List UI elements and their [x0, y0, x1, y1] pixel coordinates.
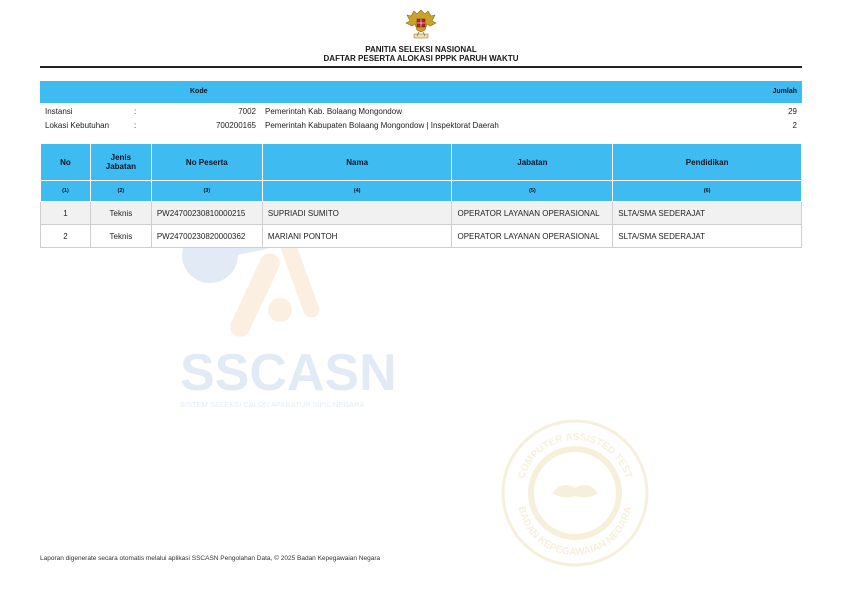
summary-sep: : — [134, 107, 137, 116]
col-number: (3) — [151, 181, 262, 202]
summary-header-band — [40, 81, 802, 103]
summary-name-instansi: Pemerintah Kab. Bolaang Mongondow — [265, 107, 402, 116]
summary-sep: : — [134, 121, 137, 130]
cell-jenis-jabatan: Teknis — [90, 225, 151, 248]
col-number: (2) — [90, 181, 151, 202]
cell-nama: SUPRIADI SUMITO — [262, 202, 452, 225]
col-header-jabatan: Jabatan — [452, 144, 613, 181]
col-number: (6) — [613, 181, 802, 202]
col-header-nama: Nama — [262, 144, 452, 181]
cell-pendidikan: SLTA/SMA SEDERAJAT — [613, 225, 802, 248]
summary-count-lokasi: 2 — [792, 121, 797, 130]
participant-table — [40, 143, 802, 248]
col-header-jenis-jabatan-label: Jenis Jabatan — [105, 153, 136, 171]
cell-jabatan: OPERATOR LAYANAN OPERASIONAL — [452, 202, 613, 225]
col-number: (4) — [262, 181, 452, 202]
report-title: PANITIA SELEKSI NASIONAL — [365, 45, 477, 54]
table-header-number-row — [41, 181, 802, 202]
cell-pendidikan: SLTA/SMA SEDERAJAT — [613, 202, 802, 225]
cell-no: 1 — [41, 202, 91, 225]
cell-no-peserta: PW24700230820000362 — [151, 225, 262, 248]
summary-name-lokasi: Pemerintah Kabupaten Bolaang Mongondow | Inspektorat Daerah — [265, 121, 499, 130]
col-header-no: No — [41, 144, 91, 181]
col-number: (1) — [41, 181, 91, 202]
cell-no: 2 — [41, 225, 91, 248]
cell-jabatan: OPERATOR LAYANAN OPERASIONAL — [452, 225, 613, 248]
table-row — [41, 202, 802, 225]
garuda-emblem-icon — [405, 8, 437, 42]
header-divider — [40, 66, 802, 68]
seal-top-text: COMPUTER ASSISTED TEST — [516, 431, 634, 481]
watermark-tagline: SISTEM SELEKSI CALON APARATUR SIPIL NEGARA — [180, 400, 365, 409]
summary-kode-header: Kode — [190, 88, 208, 95]
report-footer: Laporan digenerate secara otomatis melalui aplikasi SSCASN Pengolahan Data, © 2025 Badan Kepegawaian Negara — [40, 555, 381, 562]
summary-count-instansi: 29 — [788, 107, 797, 116]
col-header-pendidikan: Pendidikan — [613, 144, 802, 181]
cat-bkn-seal-watermark — [500, 418, 650, 568]
col-number: (5) — [452, 181, 613, 202]
table-header-row — [41, 144, 802, 181]
table-row — [41, 225, 802, 248]
cell-nama: MARIANI PONTOH — [262, 225, 452, 248]
summary-code-lokasi: 700200165 — [215, 121, 256, 130]
seal-bottom-text: BADAN KEPEGAWAIAN NEGARA — [515, 505, 635, 559]
cell-jenis-jabatan: Teknis — [90, 202, 151, 225]
col-header-no-peserta: No Peserta — [151, 144, 262, 181]
summary-jumlah-header: Jumlah — [772, 88, 797, 95]
watermark-brand: SSCASN — [180, 344, 397, 402]
cell-no-peserta: PW24700230810000215 — [151, 202, 262, 225]
report-subtitle: DAFTAR PESERTA ALOKASI PPPK PARUH WAKTU — [323, 54, 519, 63]
summary-code-instansi: 7002 — [238, 107, 256, 116]
summary-label-instansi: Instansi — [45, 107, 73, 116]
summary-label-lokasi: Lokasi Kebutuhan — [45, 121, 110, 130]
col-header-jenis-jabatan — [90, 144, 151, 181]
